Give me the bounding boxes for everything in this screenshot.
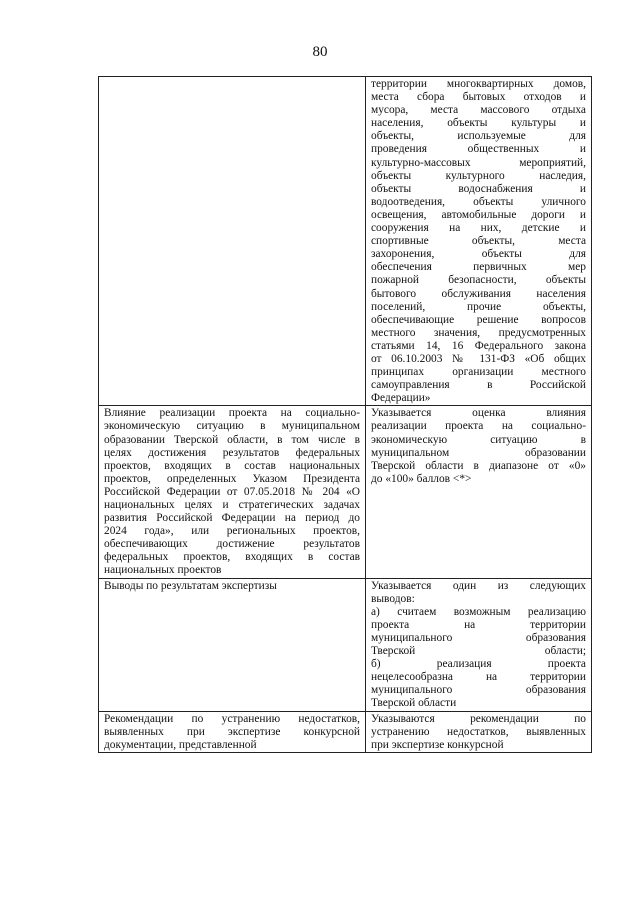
text-line: территории многоквартирных домов, xyxy=(371,78,586,90)
text-line: федеральных проектов, входящих в состав xyxy=(104,551,360,564)
text-line: мусора, места массового отдыха xyxy=(371,104,586,117)
text-line: проведения общественных и xyxy=(371,143,586,156)
text-line: самоуправления в Российской xyxy=(371,379,586,392)
text-line: при экспертизе конкурсной xyxy=(371,738,504,751)
text-line: спортивные объекты, места xyxy=(371,235,586,248)
text-line: до «100» баллов <*> xyxy=(371,472,472,485)
text-line: обеспечивающие решение вопросов xyxy=(371,313,586,326)
text-line: Влияние реализации проекта на социально- xyxy=(104,407,360,420)
text-line: Тверской области; xyxy=(371,645,586,658)
text-line: объекты водоснабжения и xyxy=(371,182,586,195)
text-line: обеспечивающих достижение результатов xyxy=(104,538,360,551)
text-line: проекта на территории xyxy=(371,618,586,631)
text-line: водоотведения, объекты уличного xyxy=(371,195,586,208)
text-line: реализации проекта на социально- xyxy=(371,420,586,433)
text-line: проектов, определенных Указом Президента xyxy=(104,472,360,485)
text-line: объекты культурного наследия, xyxy=(371,169,586,182)
text-line: образовании Тверской области, в том числе в xyxy=(104,433,360,446)
text-line: места сбора бытовых отходов и xyxy=(371,91,586,104)
text-line: Рекомендации по устранению недостатков, xyxy=(104,712,360,725)
table-row xyxy=(99,578,592,711)
text-line: бытового обслуживания населения xyxy=(371,287,586,300)
text-line: Указывается один из следующих xyxy=(371,579,586,592)
description-cell xyxy=(366,711,592,752)
text-line: 2024 года», или региональных проектов, xyxy=(104,525,360,538)
criterion-cell xyxy=(99,578,366,711)
text-line: Указываются рекомендации по xyxy=(371,712,586,725)
text-line: культурно-массовых мероприятий, xyxy=(371,156,586,169)
text-line: устранению недостатков, выявленных xyxy=(371,725,586,738)
text-line: развития Российской Федерации на период до xyxy=(104,512,360,525)
table-row xyxy=(99,406,592,578)
text-line: проектов, входящих в состав национальных xyxy=(104,459,360,472)
text-line: документации, представленной xyxy=(104,738,257,751)
text-line: захоронения, объекты для xyxy=(371,248,586,261)
text-line: Российской Федерации от 07.05.2018 № 204 «О xyxy=(104,485,360,498)
text-line: Указывается оценка влияния xyxy=(371,407,586,420)
criterion-cell xyxy=(99,77,366,406)
table-row xyxy=(99,77,592,406)
text-line: муниципальном образовании xyxy=(371,446,586,459)
description-cell xyxy=(366,77,592,406)
text-line: Выводы по результатам экспертизы xyxy=(104,579,277,592)
text-line: выводов: xyxy=(371,592,415,605)
text-line: Тверской области xyxy=(371,697,457,710)
text-line: Федерации» xyxy=(371,392,431,405)
text-line: национальных проектов xyxy=(104,564,222,577)
criteria-table xyxy=(98,76,592,753)
criterion-cell xyxy=(99,711,366,752)
text-line: экономическую ситуацию в xyxy=(371,433,586,446)
description-cell xyxy=(366,406,592,578)
text-line: населения, объекты культуры и xyxy=(371,117,586,130)
text-line: местного значения, предусмотренных xyxy=(371,326,586,339)
text-line: муниципального образования xyxy=(371,684,586,697)
text-line: а) считаем возможным реализацию xyxy=(371,605,586,618)
text-line: поселений, прочие объекты, xyxy=(371,300,586,313)
text-line: б) реализация проекта xyxy=(371,658,586,671)
text-line: экономическую ситуацию в муниципальном xyxy=(104,420,360,433)
text-line: от 06.10.2003 № 131-ФЗ «Об общих xyxy=(371,352,586,365)
table-row xyxy=(99,711,592,752)
text-line: выявленных при экспертизе конкурсной xyxy=(104,725,360,738)
text-line: объекты, используемые для xyxy=(371,130,586,143)
text-line: Тверской области в диапазоне от «0» xyxy=(371,459,586,472)
page-number: 80 xyxy=(312,44,328,60)
text-line: национальных целях и стратегических задачах xyxy=(104,499,360,511)
text-line: нецелесообразна на территории xyxy=(371,671,586,684)
text-line: муниципального образования xyxy=(371,631,586,644)
criterion-cell xyxy=(99,406,366,578)
text-line: освещения, автомобильные дороги и xyxy=(371,208,586,221)
description-cell xyxy=(366,578,592,711)
text-line: пожарной безопасности, объекты xyxy=(371,274,586,287)
text-line: принципах организации местного xyxy=(371,366,586,379)
text-line: обеспечения первичных мер xyxy=(371,261,586,274)
text-line: сооружения на них, детские и xyxy=(371,222,586,235)
text-line: целях достижения результатов федеральных xyxy=(104,446,360,459)
text-line: статьями 14, 16 Федерального закона xyxy=(371,339,586,352)
